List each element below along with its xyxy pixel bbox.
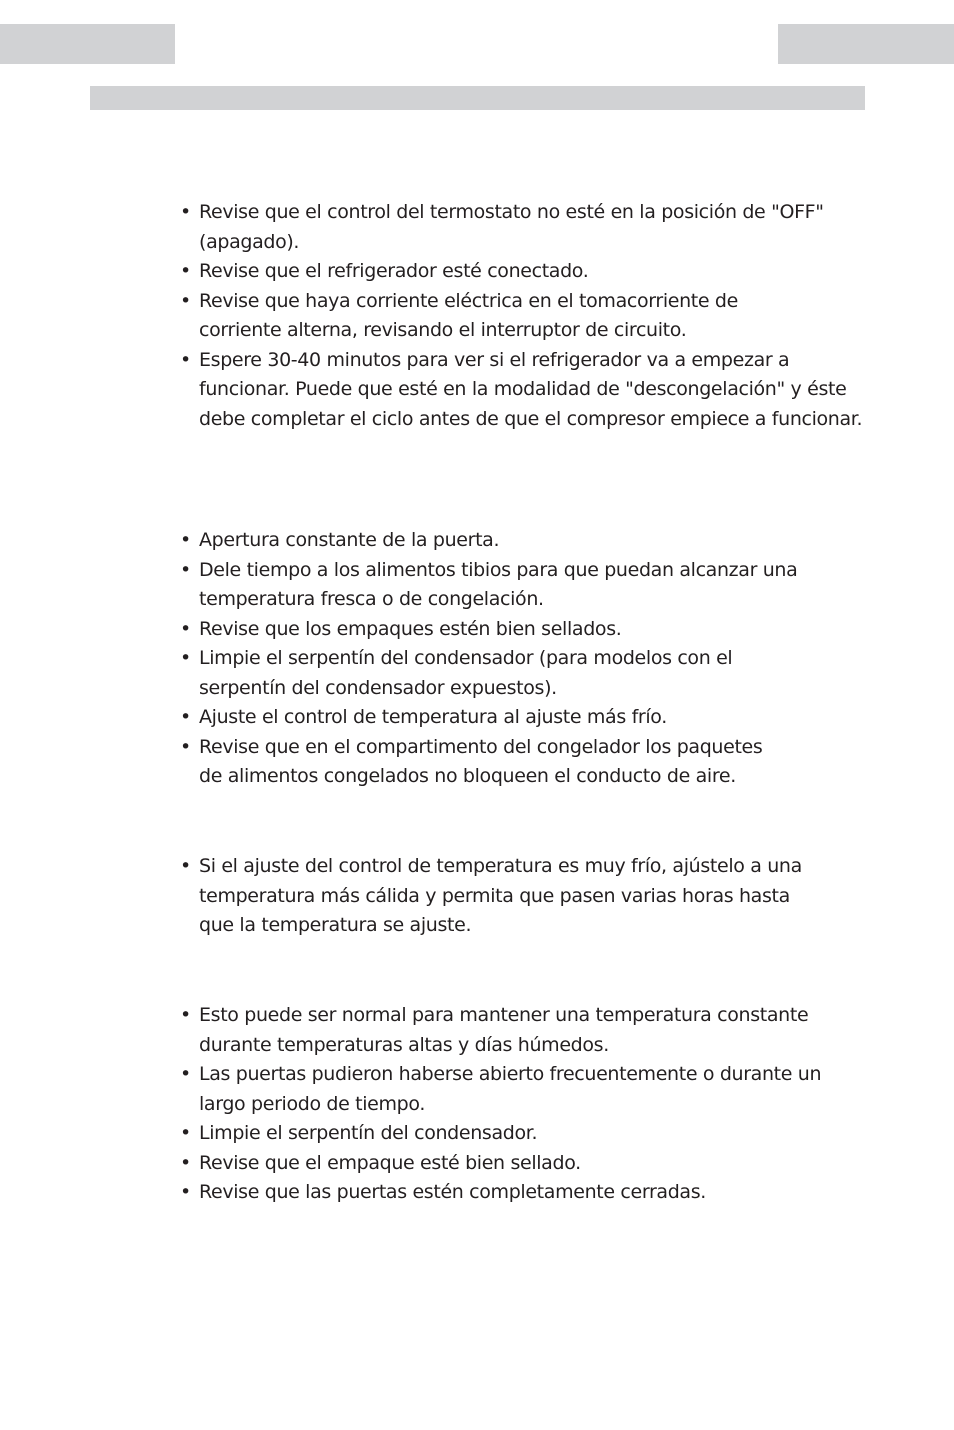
troubleshoot-list-1 — [180, 198, 870, 434]
list-item — [180, 526, 870, 556]
list-item-line: Apertura constante de la puerta. — [199, 529, 500, 551]
list-item-line: Si el ajuste del control de temperatura es muy frío, ajústelo a una — [199, 855, 802, 877]
header-tab-left — [0, 24, 175, 64]
list-item — [180, 257, 870, 287]
list-item-line: corriente alterna, revisando el interruptor de circuito. — [199, 319, 687, 341]
list-item-line: debe completar el ciclo antes de que el compresor empiece a funcionar. — [199, 407, 863, 430]
bullet-icon: • — [180, 647, 191, 669]
list-item — [180, 1001, 870, 1060]
list-item-line: Esto puede ser normal para mantener una temperatura constante — [199, 1004, 809, 1026]
bullet-icon: • — [180, 260, 191, 282]
bullet-icon: • — [180, 735, 191, 758]
troubleshoot-list-3 — [180, 852, 870, 941]
bullet-icon: • — [180, 706, 191, 728]
list-item-line: Dele tiempo a los alimentos tibios para que puedan alcanzar una — [199, 558, 798, 581]
list-item-line: largo periodo de tiempo. — [199, 1092, 426, 1115]
list-item — [180, 1149, 870, 1179]
list-item-line: Limpie el serpentín del condensador. — [199, 1122, 538, 1144]
list-item-line: temperatura más cálida y permita que pasen varias horas hasta — [199, 884, 790, 907]
bullet-icon: • — [180, 855, 191, 877]
list-item-line: de alimentos congelados no bloqueen el conducto de aire. — [199, 765, 736, 787]
list-item-line: Ajuste el control de temperatura al ajuste más frío. — [199, 706, 667, 728]
list-item — [180, 615, 870, 645]
list-item-line: Revise que el empaque esté bien sellado. — [199, 1151, 581, 1174]
list-item-line: Limpie el serpentín del condensador (para modelos con el — [199, 647, 733, 669]
section-header-bar — [90, 86, 865, 110]
list-item-line: Las puertas pudieron haberse abierto frecuentemente o durante un — [199, 1063, 822, 1085]
bullet-icon: • — [180, 617, 191, 640]
list-item — [180, 1060, 870, 1119]
header-tab-right — [778, 24, 954, 64]
list-item — [180, 1178, 870, 1208]
list-item-line: (apagado). — [199, 230, 300, 253]
list-item-line: Revise que en el compartimento del congelador los paquetes — [199, 735, 763, 758]
bullet-icon: • — [180, 529, 191, 551]
list-item-line: Espere 30-40 minutos para ver si el refrigerador va a empezar a — [199, 348, 790, 371]
list-item — [180, 198, 870, 257]
bullet-icon: • — [180, 201, 191, 223]
troubleshoot-list-2 — [180, 526, 870, 792]
list-item-line: durante temperaturas altas y días húmedos. — [199, 1033, 609, 1056]
bullet-icon: • — [180, 558, 191, 581]
list-item-line: Revise que el control del termostato no esté en la posición de "OFF" — [199, 201, 824, 223]
list-item-line: Revise que los empaques estén bien sellados. — [199, 617, 622, 640]
bullet-icon: • — [180, 1122, 191, 1144]
list-item — [180, 703, 870, 733]
list-item — [180, 733, 870, 792]
list-item-line: Revise que haya corriente eléctrica en el tomacorriente de — [199, 289, 738, 312]
list-item-line: funcionar. Puede que esté en la modalidad de "descongelación" y éste — [199, 378, 847, 400]
list-item — [180, 644, 870, 703]
list-item — [180, 852, 870, 941]
list-item — [180, 346, 870, 435]
bullet-icon: • — [180, 1063, 191, 1085]
bullet-icon: • — [180, 348, 191, 371]
list-item — [180, 1119, 870, 1149]
list-item-line: Revise que las puertas estén completamente cerradas. — [199, 1181, 706, 1203]
list-item — [180, 287, 870, 346]
list-item-line: que la temperatura se ajuste. — [199, 914, 472, 936]
list-item-line: temperatura fresca o de congelación. — [199, 588, 544, 610]
list-item-line: serpentín del condensador expuestos). — [199, 676, 557, 699]
bullet-icon: • — [180, 1004, 191, 1026]
bullet-icon: • — [180, 1181, 191, 1203]
list-item-line: Revise que el refrigerador esté conectado. — [199, 260, 589, 282]
bullet-icon: • — [180, 289, 191, 312]
troubleshoot-list-4 — [180, 1001, 870, 1208]
bullet-icon: • — [180, 1151, 191, 1174]
list-item — [180, 556, 870, 615]
